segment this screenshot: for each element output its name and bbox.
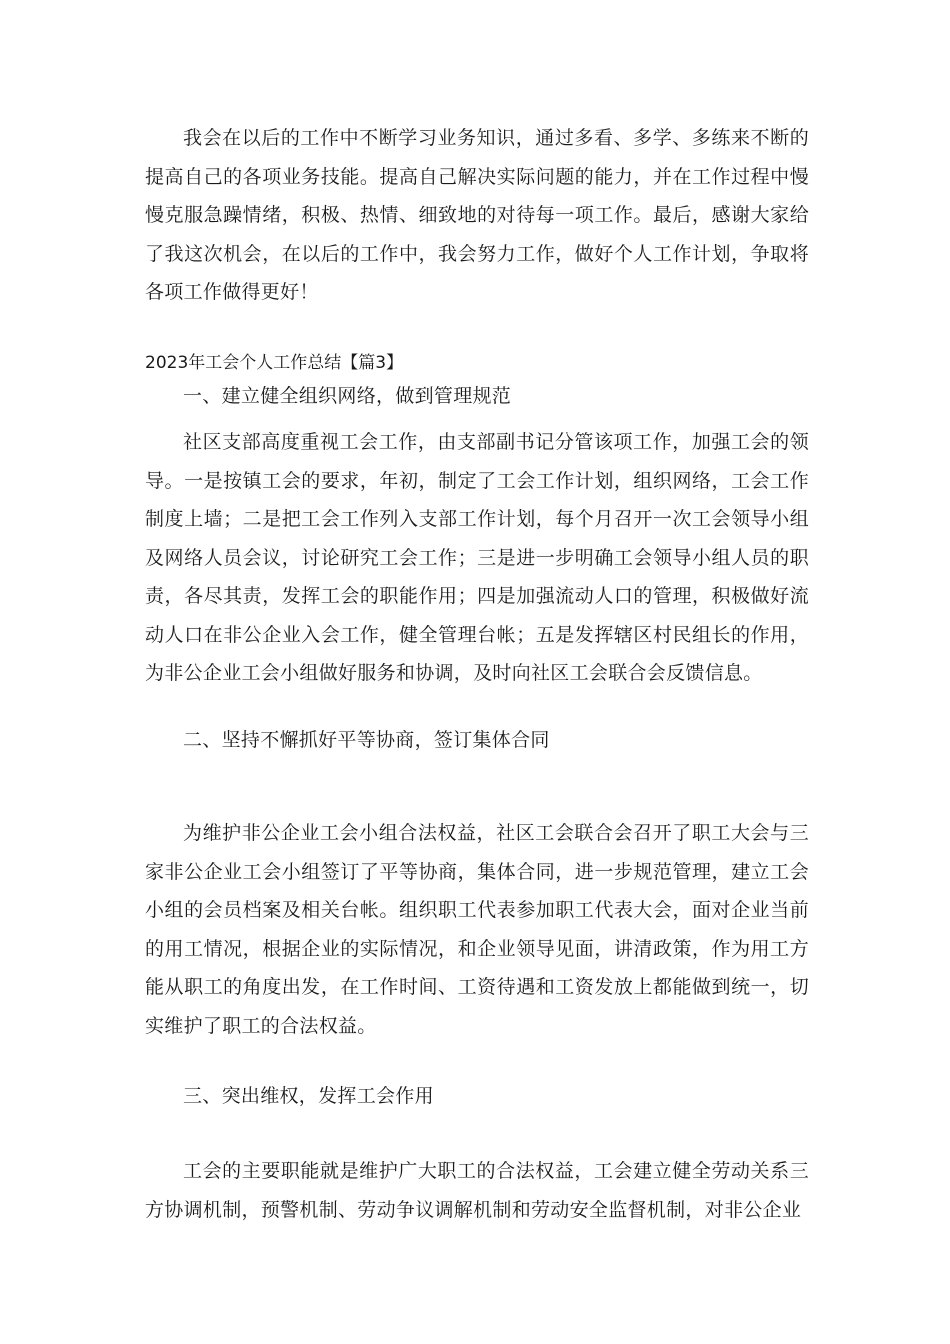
body-paragraph: 我会在以后的工作中不断学习业务知识，通过多看、多学、多练来不断的提高自己的各项业务技能。提高自己解决实际问题的能力，并在工作过程中慢慢克服急躁情绪，积极、热情、细致地的对待每一项工作。最后，感谢大家给了我这次机会，在以后的工作中，我会努力工作，做好个人工作计划，争取将各项工作做得更好！ — [145, 127, 809, 303]
body-paragraph: 为维护非公企业工会小组合法权益，社区工会联合会召开了职工大会与三家非公企业工会小组签订了平等协商，集体合同，进一步规范管理，建立工会小组的会员档案及相关台帐。组织职工代表参加职工代表大会，面对企业当前的用工情况，根据企业的实际情况，和企业领导见面，讲清政策，作为用工方能从职工的角度出发，在工作时间、工资待遇和工资发放上都能做到统一，切实维护了职工的合法权益。 — [145, 822, 809, 1037]
body-paragraph: 社区支部高度重视工会工作，由支部副书记分管该项工作，加强工会的领导。一是按镇工会的要求，年初，制定了工会工作计划，组织网络，工会工作制度上墙；二是把工会工作列入支部工作计划，每个月召开一次工会领导小组及网络人员会议，讨论研究工会工作；三是进一步明确工会领导小组人员的职责，各尽其责，发挥工会的职能作用；四是加强流动人口的管理，积极做好流动人口在非公企业入会工作，健全管理台帐；五是发挥辖区村民组长的作用，为非公企业工会小组做好服务和协调，及时向社区工会联合会反馈信息。 — [145, 431, 809, 684]
body-paragraph: 工会的主要职能就是维护广大职工的合法权益，工会建立健全劳动关系三方协调机制，预警机制、劳动争议调解机制和劳动安全监督机制，对非公企业 — [145, 1160, 809, 1221]
section-title: 2023年工会个人工作总结【篇3】 — [145, 353, 404, 373]
section-heading: 二、坚持不懈抓好平等协商，签订集体合同 — [183, 729, 550, 751]
section-heading: 三、突出维权，发挥工会作用 — [183, 1085, 434, 1107]
section-heading: 一、建立健全组织网络，做到管理规范 — [183, 385, 512, 407]
